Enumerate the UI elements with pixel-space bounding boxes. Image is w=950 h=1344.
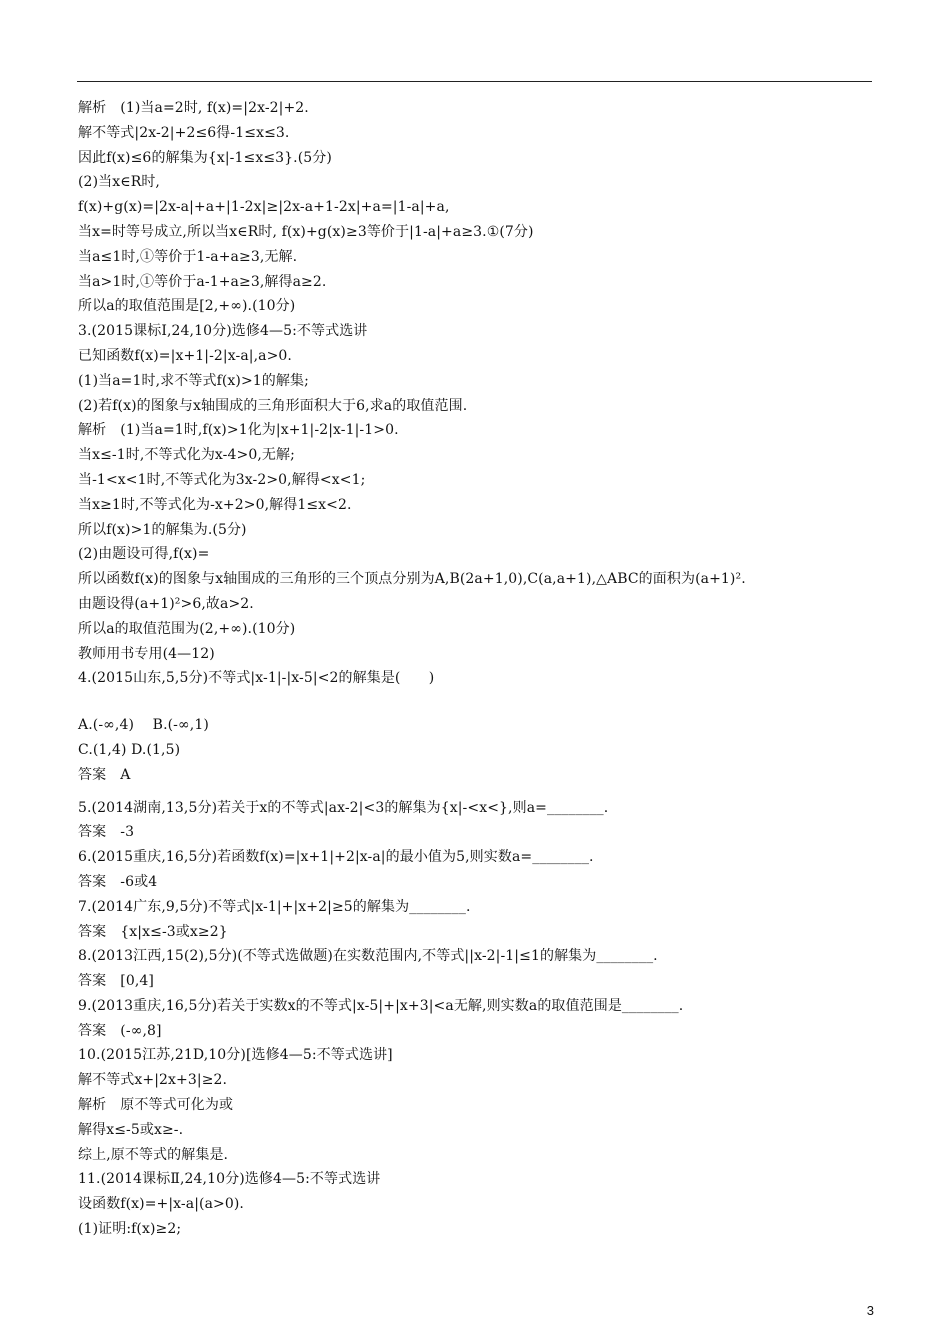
text-line: (1)证明:f(x)≥2; xyxy=(78,1221,182,1238)
text-line: 解析 (1)当a=2时, f(x)=|2x-2|+2. xyxy=(78,100,309,116)
header-rule xyxy=(77,81,872,82)
text-line: 当a>1时,①等价于a-1+a≥3,解得a≥2. xyxy=(78,273,327,290)
text-line: 答案 A xyxy=(78,766,131,783)
text-line: 综上,原不等式的解集是. xyxy=(78,1146,229,1163)
text-line: 9.(2013重庆,16,5分)若关于实数x的不等式|x-5|+|x+3|<a无解,则实数a的取值范围是________. xyxy=(78,997,684,1014)
text-line: 答案 {x|x≤-3或x≥2} xyxy=(78,923,228,940)
text-line: 答案 -3 xyxy=(78,824,135,841)
text-line: 解得x≤-5或x≥-. xyxy=(78,1121,184,1138)
text-line: 所以f(x)>1的解集为.(5分) xyxy=(78,521,247,538)
text-line: (2)当x∈R时, xyxy=(78,174,160,191)
answer-option-row: A.(-∞,4) B.(-∞,1) xyxy=(78,717,209,734)
text-line: 所以函数f(x)的图象与x轴围成的三角形的三个顶点分别为A,B(2a+1,0),C(a,a+1),△ABC的面积为(a+1)². xyxy=(78,571,746,588)
text-line: 所以a的取值范围为(2,+∞).(10分) xyxy=(78,620,296,637)
text-line: 已知函数f(x)=|x+1|-2|x-a|,a>0. xyxy=(78,347,292,364)
text-line: 当a≤1时,①等价于1-a+a≥3,无解. xyxy=(78,248,298,265)
text-line: (2)由题设可得,f(x)= xyxy=(78,546,210,563)
answer-option-row: C.(1,4) D.(1,5) xyxy=(78,741,181,758)
text-line: 4.(2015山东,5,5分)不等式|x-1|-|x-5|<2的解集是( ) xyxy=(78,670,435,687)
text-line: 6.(2015重庆,16,5分)若函数f(x)=|x+1|+2|x-a|的最小值为5,则实数a=________. xyxy=(78,849,594,866)
text-line: 答案 [0,4] xyxy=(78,973,154,990)
text-line: 解不等式|2x-2|+2≤6得-1≤x≤3. xyxy=(78,124,290,141)
text-line: 答案 (-∞,8] xyxy=(78,1022,162,1039)
text-line: 当x≥1时,不等式化为-x+2>0,解得1≤x<2. xyxy=(78,496,352,513)
page-number: 3 xyxy=(866,1303,874,1318)
text-line: 8.(2013江西,15(2),5分)(不等式选做题)在实数范围内,不等式||x-2|-1|≤1的解集为________. xyxy=(78,948,658,965)
text-line: 答案 -6或4 xyxy=(78,873,158,890)
text-line: 解不等式x+|2x+3|≥2. xyxy=(78,1072,228,1089)
text-line: 7.(2014广东,9,5分)不等式|x-1|+|x+2|≥5的解集为________. xyxy=(78,898,471,915)
spacer xyxy=(78,788,878,796)
text-line: f(x)+g(x)=|2x-a|+a+|1-2x|≥|2x-a+1-2x|+a=|1-a|+a, xyxy=(78,199,450,216)
text-line: 3.(2015课标Ⅰ,24,10分)选修4—5:不等式选讲 xyxy=(78,323,368,340)
text-line: 当x≤-1时,不等式化为x-4>0,无解; xyxy=(78,447,295,464)
text-line: 10.(2015江苏,21D,10分)[选修4—5:不等式选讲] xyxy=(78,1047,393,1064)
text-line: 设函数f(x)=+|x-a|(a>0). xyxy=(78,1196,244,1213)
text-line: 当x=时等号成立,所以当x∈R时, f(x)+g(x)≥3等价于|1-a|+a≥3.①(7分) xyxy=(78,223,534,240)
text-line: 5.(2014湖南,13,5分)若关于x的不等式|ax-2|<3的解集为{x|-<x<},则a=________. xyxy=(78,799,609,816)
spacer xyxy=(78,691,878,713)
text-line: (2)若f(x)的图象与x轴围成的三角形面积大于6,求a的取值范围. xyxy=(78,397,468,414)
text-line: 解析 (1)当a=1时,f(x)>1化为|x+1|-2|x-1|-1>0. xyxy=(78,422,399,439)
text-line: 所以a的取值范围是[2,+∞).(10分) xyxy=(78,298,296,315)
text-line: 当-1<x<1时,不等式化为3x-2>0,解得<x<1; xyxy=(78,471,366,488)
text-line: (1)当a=1时,求不等式f(x)>1的解集; xyxy=(78,372,309,389)
document-body xyxy=(78,96,878,1242)
text-line: 教师用书专用(4—12) xyxy=(78,645,215,662)
text-line: 因此f(x)≤6的解集为{x|-1≤x≤3}.(5分) xyxy=(78,149,332,166)
text-line: 11.(2014课标Ⅱ,24,10分)选修4—5:不等式选讲 xyxy=(78,1171,381,1188)
text-line: 由题设得(a+1)²>6,故a>2. xyxy=(78,595,254,612)
text-line: 解析 原不等式可化为或 xyxy=(78,1097,234,1114)
